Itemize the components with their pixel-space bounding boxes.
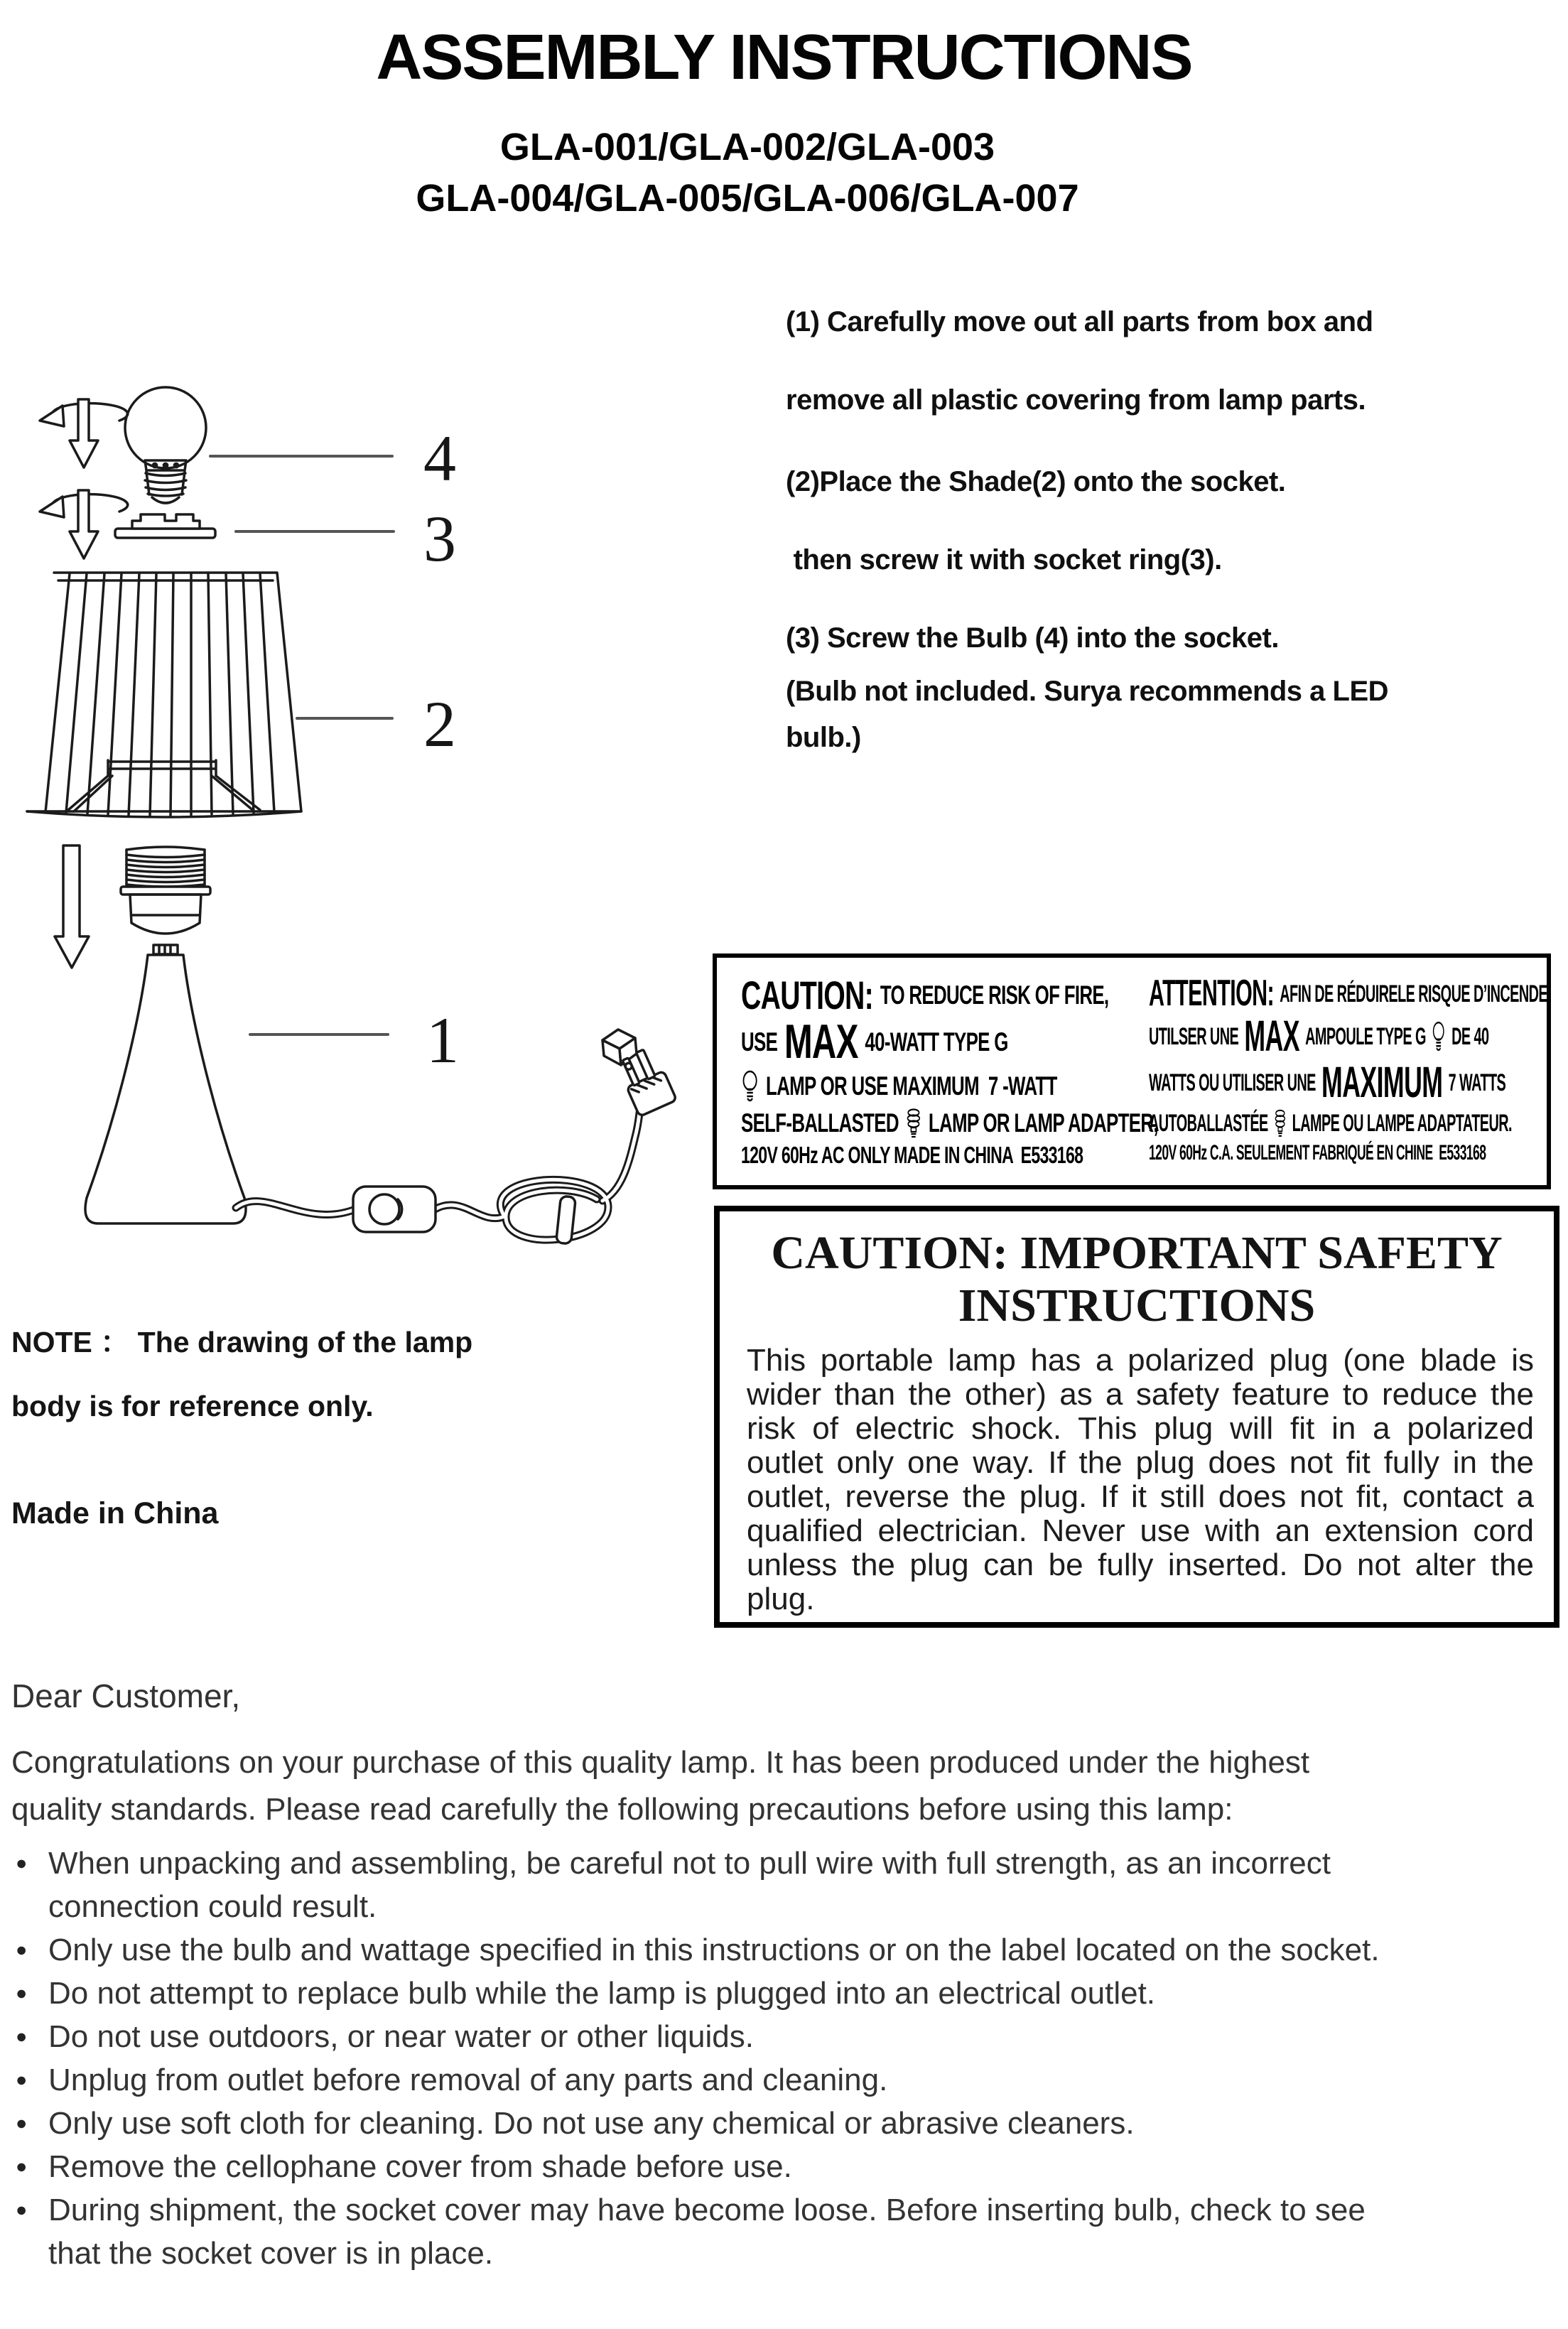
step-text: (1) Carefully move out all parts from box and bbox=[786, 306, 1373, 337]
bullet-icon: ● bbox=[16, 1852, 28, 1874]
leader-lines bbox=[210, 456, 394, 1034]
part-number-body: 1 bbox=[426, 1004, 459, 1076]
customer-intro-line1: Congratulations on your purchase of this quality lamp. It has been produced under the highest bbox=[11, 1745, 1310, 1780]
incandescent-bulb-icon bbox=[1432, 1021, 1446, 1052]
safety-box-title-line2: INSTRUCTIONS bbox=[958, 1280, 1316, 1331]
model-numbers-line2: GLA-004/GLA-005/GLA-006/GLA-007 bbox=[416, 177, 1079, 220]
caution-word: CAUTION: bbox=[741, 973, 874, 1017]
bullet-icon: ● bbox=[16, 2069, 28, 2090]
bullet-icon: ● bbox=[16, 1982, 28, 2004]
switch-drawing bbox=[353, 1187, 436, 1232]
part-number-shade: 2 bbox=[423, 688, 456, 760]
step-text: (2)Place the Shade(2) onto the socket. bbox=[786, 466, 1286, 497]
step-text: remove all plastic covering from lamp parts. bbox=[786, 384, 1366, 416]
list-item: ● Do not attempt to replace bulb while the lamp is plugged into an electrical outlet. bbox=[16, 1972, 1444, 2015]
precaution-list bbox=[16, 1842, 1444, 2275]
note-line2: body is for reference only. bbox=[11, 1390, 374, 1422]
safety-box-body: This portable lamp has a polarized plug (one blade is wider than the other) as a safety feature to reduce the risk of electric shock. This plug will fit in a polarized outlet only one way. If the plug does not fit fully in the outlet, reverse the plug. If it still does not fit, contact a qualified electrician. Never use with an extension cord unless the plug can be fully inserted. Do not alter the plug. bbox=[747, 1343, 1534, 1616]
shade-drawing bbox=[27, 573, 301, 817]
note-line1: NOTE ： The drawing of the lamp bbox=[11, 1326, 473, 1358]
bullet-icon: ● bbox=[16, 2156, 28, 2177]
max-word: MAX bbox=[1244, 1012, 1299, 1061]
plug-drawing bbox=[602, 1030, 676, 1116]
part-number-bulb: 4 bbox=[423, 422, 456, 495]
bullet-icon: ● bbox=[16, 2199, 28, 2220]
step-text: (Bulb not included. Surya recommends a LED bbox=[786, 676, 1389, 707]
maximum-word: MAXIMUM bbox=[1321, 1058, 1443, 1107]
caution-label-french: ATTENTION: AFIN DE RÉDUIRELE RISQUE D’INCENDE, UTILSER UNE MAX AMPOULE TYPE G DE 40 WATTS OU UTILISER UNE MAXIMUM 7 WATTS AUTOBALLASTÉE LAMPE OU LAMPE ADAPTATEUR. 120V 60Hz C.A. SEULEMENT FABRIQUÉ EN CHINE E533168 bbox=[1149, 973, 1552, 1165]
max-word: MAX bbox=[784, 1015, 858, 1069]
attention-word: ATTENTION: bbox=[1149, 973, 1275, 1014]
list-item: ● During shipment, the socket cover may have become loose. Before inserting bulb, check to see that the socket cover is in place. bbox=[16, 2188, 1444, 2275]
customer-intro-line2: quality standards. Please read carefully the following precautions before using this lamp: bbox=[11, 1792, 1233, 1827]
list-item: ● Unplug from outlet before removal of any parts and cleaning. bbox=[16, 2058, 1444, 2102]
customer-salutation: Dear Customer, bbox=[11, 1677, 241, 1714]
bullet-icon: ● bbox=[16, 1939, 28, 1960]
list-item: ● Remove the cellophane cover from shade before use. bbox=[16, 2145, 1444, 2188]
cord-drawing bbox=[236, 1096, 645, 1244]
step-text: (3) Screw the Bulb (4) into the socket. bbox=[786, 622, 1279, 654]
socket-thread-drawing bbox=[121, 847, 210, 954]
list-item: ● When unpacking and assembling, be careful not to pull wire with full strength, as an incorrect connection could result. bbox=[16, 1842, 1444, 1928]
rotation-arrow-icon bbox=[40, 490, 128, 558]
down-arrow-icon bbox=[55, 845, 89, 968]
step-text: then screw it with socket ring(3). bbox=[786, 544, 1222, 576]
caution-label-box bbox=[713, 953, 1551, 1189]
bulb-drawing bbox=[125, 387, 206, 503]
lamp-body-drawing bbox=[85, 955, 246, 1223]
cfl-bulb-icon bbox=[906, 1108, 921, 1139]
list-item: ● Only use the bulb and wattage specified in this instructions or on the label located on the socket. bbox=[16, 1928, 1444, 1972]
page-title: ASSEMBLY INSTRUCTIONS bbox=[376, 22, 1192, 93]
list-item: ● Only use soft cloth for cleaning. Do not use any chemical or abrasive cleaners. bbox=[16, 2102, 1444, 2145]
incandescent-bulb-icon bbox=[741, 1070, 759, 1103]
customer-intro bbox=[11, 1739, 1397, 1833]
model-numbers-line1: GLA-001/GLA-002/GLA-003 bbox=[499, 126, 995, 168]
list-item: ● Do not use outdoors, or near water or other liquids. bbox=[16, 2015, 1444, 2058]
cfl-bulb-icon bbox=[1274, 1108, 1287, 1138]
bullet-icon: ● bbox=[16, 2026, 28, 2047]
part-number-socket-ring: 3 bbox=[423, 502, 456, 575]
socket-ring-drawing bbox=[115, 514, 215, 538]
step-text: bulb.) bbox=[786, 722, 861, 753]
bullet-icon: ● bbox=[16, 2112, 28, 2134]
safety-instructions-box bbox=[714, 1206, 1559, 1628]
safety-box-title-line1: CAUTION: IMPORTANT SAFETY bbox=[771, 1227, 1503, 1279]
made-in-china: Made in China bbox=[11, 1496, 219, 1530]
rotation-arrow-icon bbox=[40, 399, 128, 468]
lamp-exploded-diagram bbox=[0, 369, 718, 1435]
caution-label-english: CAUTION: TO REDUCE RISK OF FIRE, USE MAX 40-WATT TYPE G LAMP OR USE MAXIMUM 7 -WATT SELF-BALLASTED LAMP OR LAMP ADAPTER, 120V 60Hz AC ONLY MADE IN CHINA E533168 bbox=[741, 973, 1158, 1168]
